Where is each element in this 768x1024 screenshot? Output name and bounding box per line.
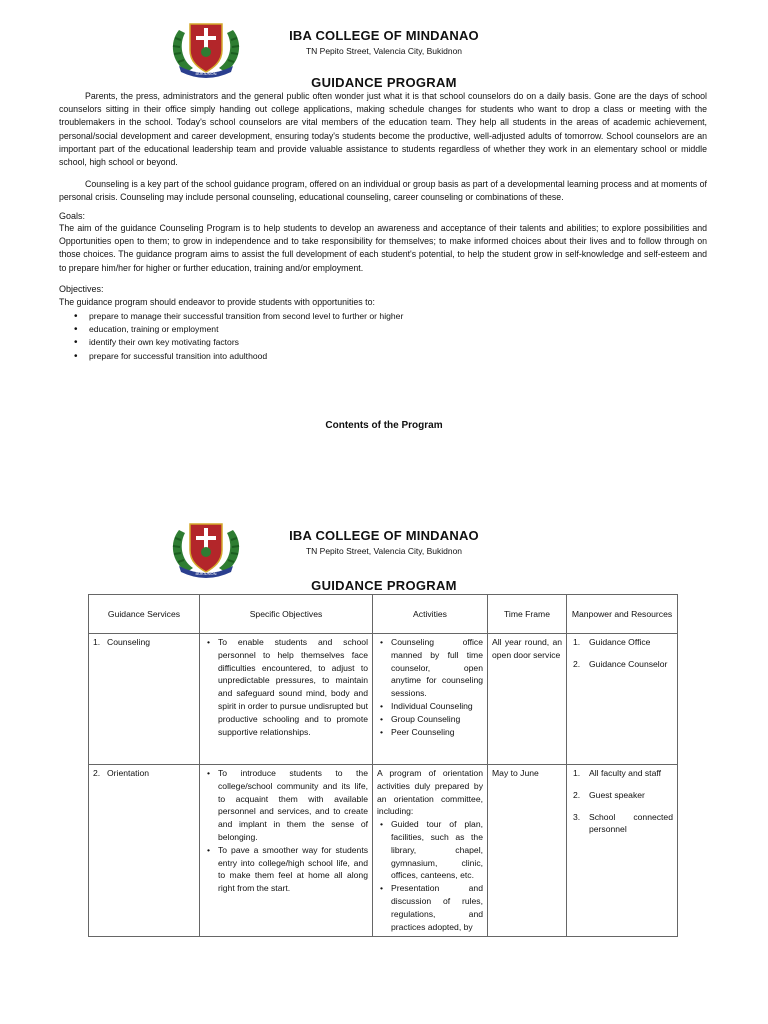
list-item: • Peer Counseling (377, 726, 483, 739)
objectives-label: Objectives: (59, 284, 104, 294)
list-item: • identify their own key motivating factors (59, 336, 699, 349)
column-header: Manpower and Resources (567, 595, 678, 634)
service-cell (89, 634, 200, 765)
intro-paragraph: Parents, the press, administrators and the general public often wonder just what it is that school counselors do on a daily basis. Gone are the days of school counselors sitting in their office simply handing out college applications, making schedule changes for students who want to drop a class or meeting with the troublemakers in the school. Today's school counselors are vital members of the education team. They help all students in the areas of academic achievement, personal/social development and career development, ensuring today's students become the productive, well-adjusted adults of tomorrow. School counselors are an important part of the educational leadership team and provide valuable assistance to students regardless of whether they work in an elementary school or middle school, high school or beyond. (59, 91, 707, 168)
list-item: • Guided tour of plan, facilities, such as the library, chapel, gymnasium, clinic, offices, canteens, etc. (377, 818, 483, 882)
item-number: 3. (573, 811, 581, 822)
time-frame-cell: All year round, an open door service (488, 634, 567, 765)
list-item: • Individual Counseling (377, 700, 483, 713)
contents-heading: Contents of the Program (325, 420, 443, 431)
item-number: 2. (573, 789, 581, 800)
service-number: 2. (93, 768, 101, 778)
objectives-intro: The guidance program should endeavor to provide students with opportunities to: (59, 297, 375, 307)
goals-paragraph: The aim of the guidance Counseling Program is to help students to develop an awareness and acceptance of their talents and abilities; to explore possibilities and Opportunities open to them; to grow in independence and to take responsibility for themselves; to make informed choices about their lives and to follow through on those choices. The guidance program aims to assist the full development of each student's potential, to help the student grow in self-knowledge and self-esteem and to prepare him/her for higher or further education, training and/or employment. (59, 223, 707, 273)
list-item: • prepare for successful transition into adulthood (59, 350, 699, 363)
letterhead-top (0, 20, 768, 80)
letterhead-second (0, 520, 768, 580)
list-item: • Presentation and discussion of rules, regulations, and practices adopted, by (377, 882, 483, 933)
time-frame-cell: May to June (488, 765, 567, 937)
item-number: 2. (573, 658, 581, 669)
item-text: Guidance Office (589, 637, 651, 647)
activities-cell (373, 765, 488, 937)
guidance-program-table (88, 594, 678, 937)
activities-cell (373, 634, 488, 765)
item-number: 1. (573, 637, 581, 647)
list-item: • Group Counseling (377, 713, 483, 726)
list-item: • education, training or employment (59, 323, 699, 336)
school-address: TN Pepito Street, Valencia City, Bukidnon (305, 546, 463, 556)
service-number: 1. (93, 637, 101, 647)
list-item: • Counseling office manned by full time counselor, open anytime for counseling sessions. (377, 636, 483, 700)
manpower-cell (567, 634, 678, 765)
table-header-row (89, 595, 678, 634)
column-header: Guidance Services (89, 595, 200, 634)
table-row (89, 765, 678, 937)
goals-label: Goals: (59, 211, 86, 221)
svg-text:BUKIDNON: BUKIDNON (195, 571, 217, 576)
column-header: Time Frame (488, 595, 567, 634)
item-number: 1. (573, 768, 581, 778)
item-text: Guidance Counselor (589, 658, 668, 669)
list-item (571, 636, 673, 649)
activities-intro: A program of orientation activities duly prepared by an orientation committee, including: (377, 768, 483, 817)
service-name: Counseling (107, 637, 150, 647)
column-header: Activities (373, 595, 488, 634)
table-title: GUIDANCE PROGRAM (311, 578, 457, 593)
list-item (571, 811, 673, 837)
school-address: TN Pepito Street, Valencia City, Bukidnon (305, 46, 463, 56)
svg-text:BUKIDNON: BUKIDNON (195, 71, 217, 76)
list-item (571, 767, 673, 780)
objectives-cell (200, 765, 373, 937)
list-item: • To pave a smoother way for students entry into college/high school life, and to make them feel at home all along right from the start. (204, 844, 368, 895)
list-item: • prepare to manage their successful transition from second level to further or higher (59, 310, 699, 323)
table-row (89, 634, 678, 765)
list-item (571, 658, 673, 671)
list-item: • To enable students and school personnel to help themselves face difficulties encountered, to adjust to unpredictable pressures, to maintain and safeguard sound mind, body and spirit in order to pursue undisrupted but productive schooling and to promote supportive relationships. (204, 636, 368, 738)
objectives-list (59, 310, 699, 363)
counseling-paragraph: Counseling is a key part of the school guidance program, offered on an individual or group basis as part of a developmental learning process and at moments of personal crisis. Counseling may include personal counseling, educational counseling, career counseling or combinations of these. (59, 179, 707, 203)
school-name: IBA COLLEGE OF MINDANAO (289, 28, 479, 43)
service-cell (89, 765, 200, 937)
page-title: GUIDANCE PROGRAM (311, 75, 457, 90)
column-header: Specific Objectives (200, 595, 373, 634)
item-text: Guest speaker (589, 789, 645, 800)
item-text: All faculty and staff (589, 768, 661, 778)
item-text: School connected personnel (589, 811, 673, 835)
manpower-cell (567, 765, 678, 937)
list-item: • To introduce students to the college/school community and its life, to acquaint them with available personnel and services, and to create and implant in them the sense of belonging. (204, 767, 368, 844)
objectives-cell (200, 634, 373, 765)
service-name: Orientation (107, 768, 150, 778)
school-name: IBA COLLEGE OF MINDANAO (289, 528, 479, 543)
list-item (571, 789, 673, 802)
